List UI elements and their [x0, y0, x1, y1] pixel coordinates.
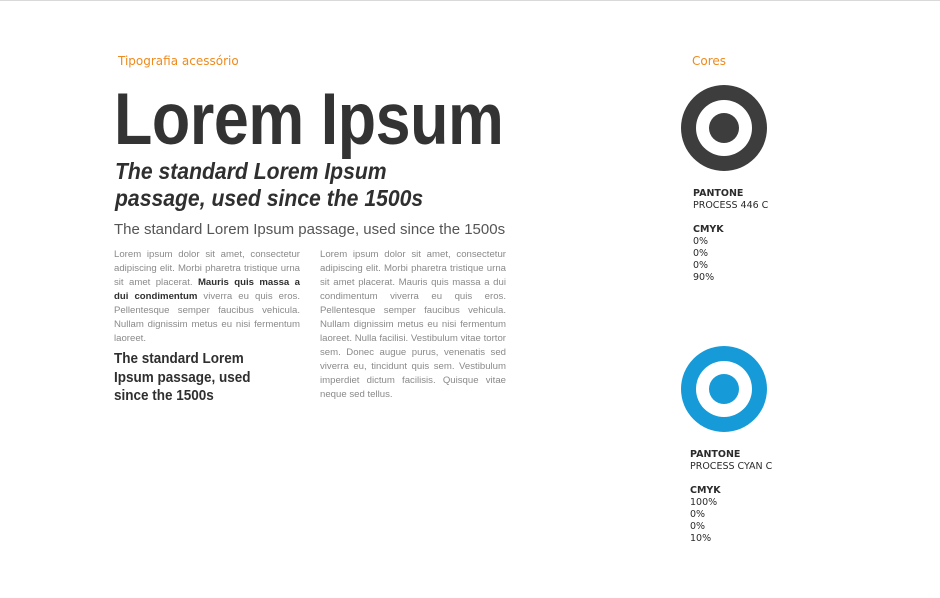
body-column-1-bold: Mauris quis massa a dui condimentum — [114, 277, 300, 302]
small-heading-line-3: since the 1500s — [114, 387, 214, 404]
color-spec-cyan — [690, 449, 772, 545]
pantone-label: PANTONE — [690, 449, 741, 460]
italic-subheading-line-1: The standard Lorem Ipsum — [115, 158, 387, 184]
small-heading-line-2: Ipsum passage, used — [114, 368, 251, 386]
cmyk-value-m: 0% — [690, 509, 706, 520]
cmyk-value-c: 100% — [690, 497, 718, 508]
pantone-label: PANTONE — [693, 188, 744, 199]
top-divider — [0, 0, 940, 1]
cmyk-label: CMYK — [693, 224, 724, 235]
typography-section-label: Tipografia acessório — [118, 54, 239, 68]
display-title: Lorem Ipsum — [114, 79, 504, 160]
color-spec-gray — [693, 188, 768, 284]
target-ring-cyan-icon — [681, 346, 767, 432]
target-ring-gray-icon — [681, 85, 767, 171]
body-column-1 — [114, 248, 300, 346]
small-bold-heading — [114, 350, 294, 406]
body-column-1-text: Lorem ipsum dolor sit amet, consectetur adipiscing elit. Morbi pharetra tristique urna sit amet placerat. — [114, 249, 300, 288]
cmyk-value-k: 90% — [693, 272, 715, 283]
body-column-2: Lorem ipsum dolor sit amet, consectetur adipiscing elit. Morbi pharetra tristique urna sit amet placerat. Mauris quis massa a dui condimentum viverra eu quis eros. Pellentesque semper faucibus vehicula. Nullam dignissim metus eu nisi fermentum laoreet. Nulla facilisi. Vestibulum vitae tortor sem. Donec augue purus, venenatis sed viverra eu, tincidunt quis sem. Vestibulum imperdiet dictum facilisis. Quisque vitae neque sed tellus. — [320, 249, 506, 400]
color-swatch-cyan — [681, 346, 767, 432]
italic-subheading-line-2: passage, used since the 1500s — [115, 185, 424, 211]
small-heading-line-1: The standard Lorem — [114, 350, 244, 367]
cmyk-value-y: 0% — [690, 521, 706, 532]
cmyk-label: CMYK — [690, 485, 721, 496]
cmyk-value-k: 10% — [690, 533, 712, 544]
cmyk-value-y: 0% — [693, 260, 709, 271]
light-subheading: The standard Lorem Ipsum passage, used since the 1500s — [114, 221, 506, 238]
body-column-1-text-end: viverra eu quis eros. Pellentesque semper faucibus vehicula. Nullam dignissim metus eu nisi fermentum laoreet. — [114, 291, 301, 344]
cmyk-value-m: 0% — [693, 248, 709, 259]
colors-section-label: Cores — [692, 54, 727, 68]
color-swatch-gray — [681, 85, 767, 171]
pantone-name: PROCESS 446 C — [693, 200, 769, 211]
pantone-name: PROCESS CYAN C — [690, 461, 773, 472]
italic-subheading — [115, 158, 465, 212]
cmyk-value-c: 0% — [693, 236, 709, 247]
